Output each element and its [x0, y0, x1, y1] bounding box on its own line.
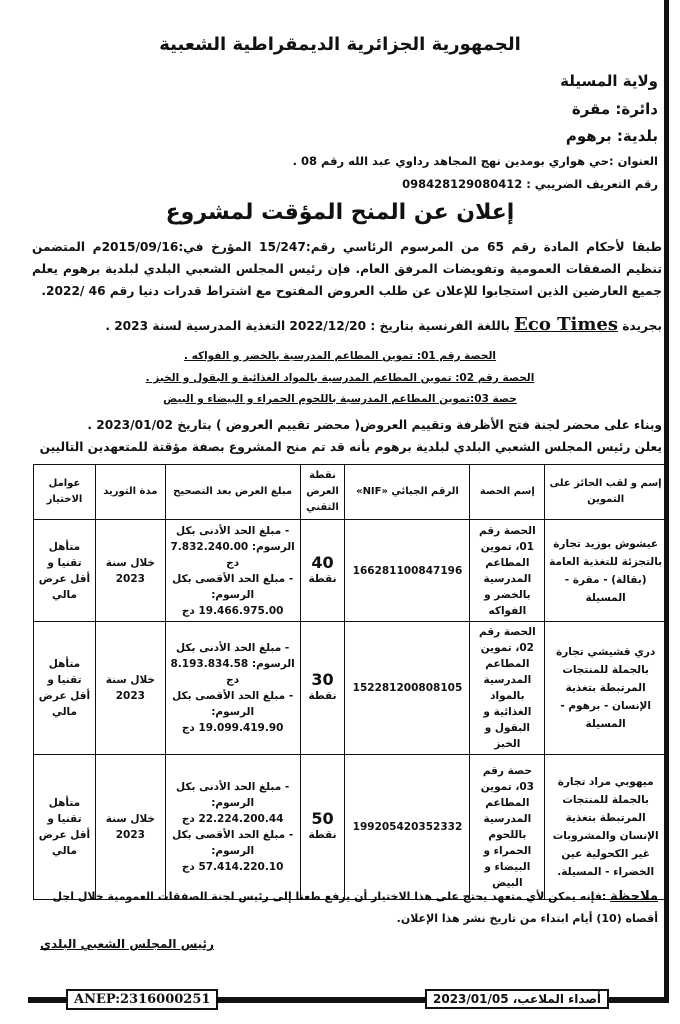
commune: بلدية: برهوم — [565, 127, 658, 145]
score-unit: نقطة — [308, 690, 337, 702]
header-score: نقطة العرض التقني — [300, 465, 345, 520]
tax-id: رقم التعريف الضريبي : 098428129080412 — [402, 177, 658, 191]
amount-max: - مبلغ الحد الأقصى بكل الرسوم: 19.466.975.00 دج — [172, 572, 294, 617]
award-table — [33, 464, 667, 900]
announcement-title: إعلان عن المنح المؤقت لمشروع — [165, 200, 515, 225]
amount-max: - مبلغ الحد الأقصى بكل الرسوم: 19.099.419.90 دج — [172, 690, 294, 734]
score — [300, 755, 345, 900]
republic-heading: الجمهورية الجزائرية الديمقراطية الشعبية — [159, 34, 521, 55]
lot-1: الحصة رقم 01: تموين المطاعم المدرسية بالخضر و الفواكه . — [183, 350, 497, 362]
newspaper-paragraph — [32, 314, 662, 337]
bidder-name: دري قشيشي تجارة بالجملة للمنتجات المرتبطة بتغذية الإنسان - برهوم - المسيلة — [545, 622, 667, 755]
newspaper-name: Eco Times — [514, 314, 618, 335]
amount-min: - مبلغ الحد الأدنى بكل الرسوم: 7.832.240.00 دج — [170, 524, 295, 569]
amount-min: - مبلغ الحد الأدنى بكل الرسوم: 22.224.200.44 دج — [176, 781, 290, 825]
nif: 199205420352332 — [345, 755, 470, 900]
table-row — [34, 755, 667, 900]
amount — [165, 622, 300, 755]
header-lot: إسم الحصة — [470, 465, 545, 520]
header-criteria: عوامل الاختيار — [34, 465, 96, 520]
score-value: 30 — [311, 670, 334, 689]
header-name: إسم و لقب الحائز على التموين — [545, 465, 667, 520]
duration: خلال سنة 2023 — [95, 755, 165, 900]
evaluation-paragraph: وبناء على محضر لجنة فتح الأظرفة وتقييم العروض( محضر تقييم العروض ) بتاريخ 2023/01/02 . — [87, 418, 662, 432]
criteria: متأهل تقنيا و أقل عرض مالي — [34, 520, 96, 622]
duration: خلال سنة 2023 — [95, 622, 165, 755]
amount-max: - مبلغ الحد الأقصى بكل الرسوم: 57.414.220.10 دج — [172, 829, 294, 873]
table-row — [34, 520, 667, 622]
criteria: متأهل تقنيا و أقل عرض مالي — [34, 755, 96, 900]
award-paragraph: يعلن رئيس المجلس الشعبي البلدي لبلدية برهوم بأنه قد تم منح المشروع بصفة مؤقتة للمتعهدين التاليين — [39, 440, 662, 454]
lot-name: حصة رقم 03، تموين المطاعم المدرسية باللحوم الحمراء و البيضاء و البيض — [470, 755, 545, 900]
lot-name: الحصة رقم 01، تموين المطاعم المدرسية بالخضر و الفواكه — [470, 520, 545, 622]
wilaya: ولاية المسيلة — [560, 72, 658, 90]
note — [28, 886, 658, 930]
amount-min: - مبلغ الحد الأدنى بكل الرسوم: 8.193.834.58 دج — [170, 642, 295, 686]
nif: 152281200808105 — [345, 622, 470, 755]
publication-info: أصداء الملاعب، 2023/01/05 — [425, 989, 609, 1009]
lot-2: الحصة رقم 02: تموين المطاعم المدرسية بالمواد الغذائية و البقول و الخبز . — [145, 372, 535, 384]
newspaper-prefix: بجريدة — [622, 319, 662, 333]
duration: خلال سنة 2023 — [95, 520, 165, 622]
bidder-name: عيشوش بوزيد تجارة بالتجزئة للتغذية العامة (بقالة) - مقرة - المسيلة — [545, 520, 667, 622]
score-unit: نقطة — [308, 829, 337, 841]
score-value: 50 — [311, 809, 334, 828]
bidder-name: ميهوبي مراد تجارة بالجملة للمنتجات المرتبطة بتغذية الإنسان والمشروبات غير الكحولية عين الخضراء - المسيلة. — [545, 755, 667, 900]
score-unit: نقطة — [308, 572, 337, 585]
signature: رئيس المجلس الشعبي البلدي — [40, 937, 214, 951]
lot-3: حصة 03:تموين المطاعم المدرسية باللحوم الحمراء و البيضاء و البيض — [163, 393, 517, 405]
table-header-row — [34, 465, 667, 520]
note-text: :فإنه يمكن لأي متعهد يحتج على هذا الاختيار أن يرفع طعنا إلى رئيس لجنة الصفقات العمومية خلال اجل أقصاه (10) أيام ابتداء من تاريخ نشر هذا الإعلان. — [52, 890, 658, 925]
amount — [165, 755, 300, 900]
nif: 166281100847196 — [345, 520, 470, 622]
daira: دائرة: مقرة — [571, 100, 658, 118]
note-label: ملاحظة — [610, 889, 658, 904]
newspaper-suffix: باللغة الفرنسية بتاريخ : 2022/12/20 التغذية المدرسية لسنة 2023 . — [105, 319, 510, 333]
intro-paragraph: طبقا لأحكام المادة رقم 65 من المرسوم الرئاسي رقم:15/247 المؤرخ في:2015/09/16م المتضمن تنظيم الصفقات العمومية وتفويضات المرفق العام. فإن رئيس المجلس الشعبي البلدي لبلدية برهوم يعلم جميع العارضين الذين استجابوا للإعلان عن طلب العروض المفتوح مع اشتراط قدرات دنيا رقم 46 /2022. — [32, 240, 663, 298]
address: العنوان :حي هواري بومدين نهج المجاهد رداوي عبد الله رقم 08 . — [292, 154, 658, 168]
amount — [165, 520, 300, 622]
anep-code: ANEP:2316000251 — [66, 989, 218, 1010]
table-row — [34, 622, 667, 755]
header-duration: مدة التوريد — [95, 465, 165, 520]
score — [300, 520, 345, 622]
header-amount: مبلغ العرض بعد التصحيح — [165, 465, 300, 520]
lot-name: الحصة رقم 02، تموين المطاعم المدرسية بالمواد الغذائية و البقول و الخبز — [470, 622, 545, 755]
score — [300, 622, 345, 755]
score-value: 40 — [311, 552, 334, 572]
criteria: متأهل تقنيا و أقل عرض مالي — [34, 622, 96, 755]
header-nif: الرقم الجبائي «NIF» — [345, 465, 470, 520]
